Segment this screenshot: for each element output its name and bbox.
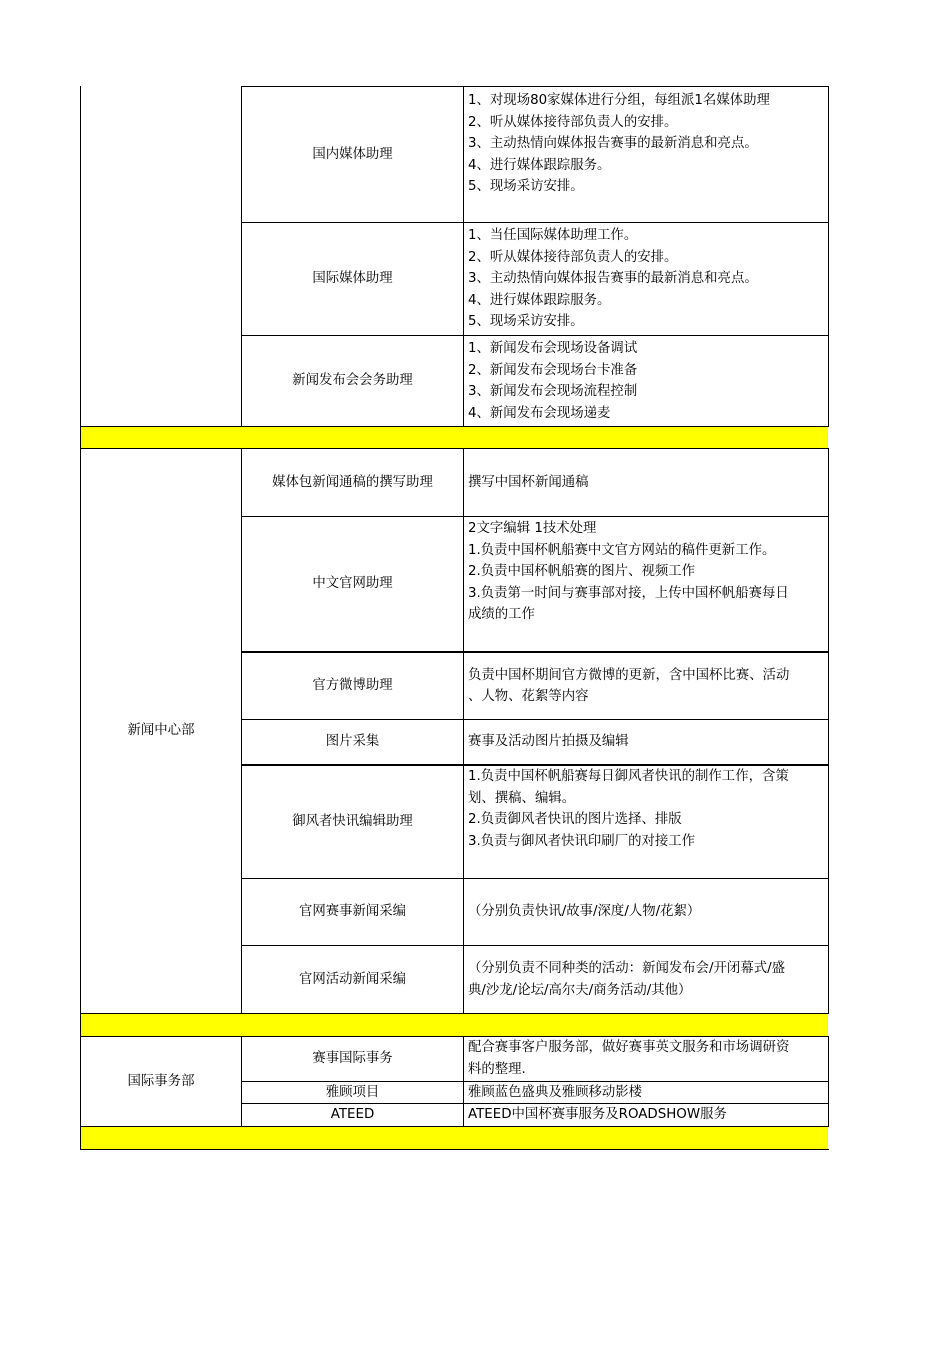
table-border	[80, 426, 829, 427]
duty-line: 1.负责中国杯帆船赛每日御风者快讯的制作工作，含策	[468, 769, 789, 784]
table-border	[80, 1013, 829, 1014]
role-label: 官网活动新闻采编	[298, 971, 407, 987]
section-separator	[81, 427, 828, 448]
role-cell	[242, 87, 463, 222]
duty-line: 1、新闻发布会现场设备调试	[468, 341, 638, 356]
duty-cell	[464, 338, 828, 426]
duty-line: 撰写中国杯新闻通稿	[468, 474, 589, 490]
role-cell	[242, 517, 463, 651]
duty-cell	[464, 518, 828, 651]
duty-cell	[464, 653, 828, 719]
duty-line: 2、听从媒体接待部负责人的安排。	[468, 114, 678, 130]
duty-line: （分别负责不同种类的活动：新闻发布会/开闭幕式/盛	[468, 961, 786, 976]
role-cell	[242, 653, 463, 719]
duty-cell	[464, 879, 828, 945]
role-cell	[242, 766, 463, 878]
duty-line: 赛事及活动图片拍摄及编辑	[468, 734, 629, 750]
duty-cell	[464, 946, 828, 1013]
role-label: 雅顾项目	[325, 1084, 380, 1100]
duty-line: 3、主动热情向媒体报告赛事的最新消息和亮点。	[468, 271, 758, 286]
table-border	[828, 448, 829, 1014]
duty-line: 1.负责中国杯帆船赛中文官方网站的稿件更新工作。	[468, 542, 776, 558]
role-cell	[242, 449, 463, 516]
role-cell	[242, 1104, 463, 1126]
role-label: 官方微博助理	[312, 678, 393, 694]
role-cell	[242, 946, 463, 1013]
section-separator	[81, 1014, 828, 1036]
duty-line: 2、听从媒体接待部负责人的安排。	[468, 249, 678, 265]
department-label: 新闻中心部	[127, 723, 195, 739]
duty-line: 配合赛事客户服务部，做好赛事英文服务和市场调研资	[468, 1040, 790, 1055]
department-cell	[81, 449, 241, 1013]
duty-line: 、人物、花絮等内容	[468, 689, 589, 704]
duty-line: （分别负责快讯/故事/深度/人物/花絮）	[468, 904, 701, 920]
role-label: 新闻发布会会务助理	[292, 373, 413, 389]
role-cell	[242, 336, 463, 426]
duty-line: 2、新闻发布会现场台卡准备	[468, 362, 638, 378]
role-label: 媒体包新闻通稿的撰写助理	[272, 474, 433, 490]
duty-line: 3、新闻发布会现场流程控制	[468, 384, 638, 399]
duty-line: 2.负责御风者快讯的图片选择、排版	[468, 812, 682, 827]
duty-line: 1、对现场80家媒体进行分组，每组派1名媒体助理	[468, 93, 770, 108]
duty-line: 3.负责与御风者快讯印刷厂的对接工作	[468, 833, 696, 849]
duty-line: 2文字编辑 1技术处理	[468, 521, 597, 536]
duty-line: 雅顾蓝色盛典及雅顾移动影楼	[468, 1084, 643, 1100]
duty-line: 4、进行媒体跟踪服务。	[468, 157, 611, 173]
role-cell	[242, 1082, 463, 1103]
role-label: 赛事国际事务	[312, 1051, 393, 1067]
section-separator	[81, 1127, 828, 1149]
duty-line: 1、当任国际媒体助理工作。	[468, 228, 638, 243]
duty-cell	[464, 720, 828, 764]
duty-cell	[464, 90, 828, 222]
duty-line: 5、现场采访安排。	[468, 314, 584, 329]
duty-line: 2.负责中国杯帆船赛的图片、视频工作	[468, 564, 696, 579]
duty-line: 料的整理.	[468, 1061, 526, 1077]
role-cell	[242, 720, 463, 764]
duty-line: 划、撰稿、编辑。	[468, 790, 576, 806]
duty-cell	[464, 766, 828, 878]
table-border	[828, 86, 829, 427]
role-label: 御风者快讯编辑助理	[292, 814, 413, 830]
role-label: 中文官网助理	[312, 576, 393, 592]
role-label: ATEED	[330, 1107, 375, 1123]
duty-line: 4、进行媒体跟踪服务。	[468, 292, 611, 308]
duty-cell	[464, 225, 828, 335]
duty-line: 3.负责第一时间与赛事部对接，上传中国杯帆船赛每日	[468, 585, 789, 601]
department-label: 国际事务部	[127, 1073, 195, 1089]
duty-line: 成绩的工作	[468, 607, 535, 622]
duty-cell	[464, 1104, 828, 1126]
role-label: 国际媒体助理	[312, 271, 393, 287]
role-cell	[242, 1037, 463, 1081]
table-border	[80, 1149, 829, 1150]
duty-cell	[464, 1082, 828, 1103]
duty-line: 典/沙龙/论坛/高尔夫/商务活动/其他）	[468, 982, 692, 998]
duty-line: 3、主动热情向媒体报告赛事的最新消息和亮点。	[468, 136, 758, 151]
table-border	[80, 1126, 829, 1127]
role-label: 国内媒体助理	[312, 146, 393, 162]
role-label: 官网赛事新闻采编	[298, 904, 407, 920]
duty-line: 5、现场采访安排。	[468, 179, 584, 194]
role-cell	[242, 223, 463, 335]
duty-line: 4、新闻发布会现场递麦	[468, 405, 611, 421]
role-label: 图片采集	[325, 734, 380, 750]
duty-cell	[464, 1037, 828, 1081]
role-cell	[242, 879, 463, 945]
duty-cell	[464, 449, 828, 516]
duty-line: ATEED中国杯赛事服务及ROADSHOW服务	[468, 1107, 727, 1123]
duty-line: 负责中国杯期间官方微博的更新，含中国杯比赛、活动	[468, 667, 790, 683]
department-cell	[81, 1037, 241, 1126]
